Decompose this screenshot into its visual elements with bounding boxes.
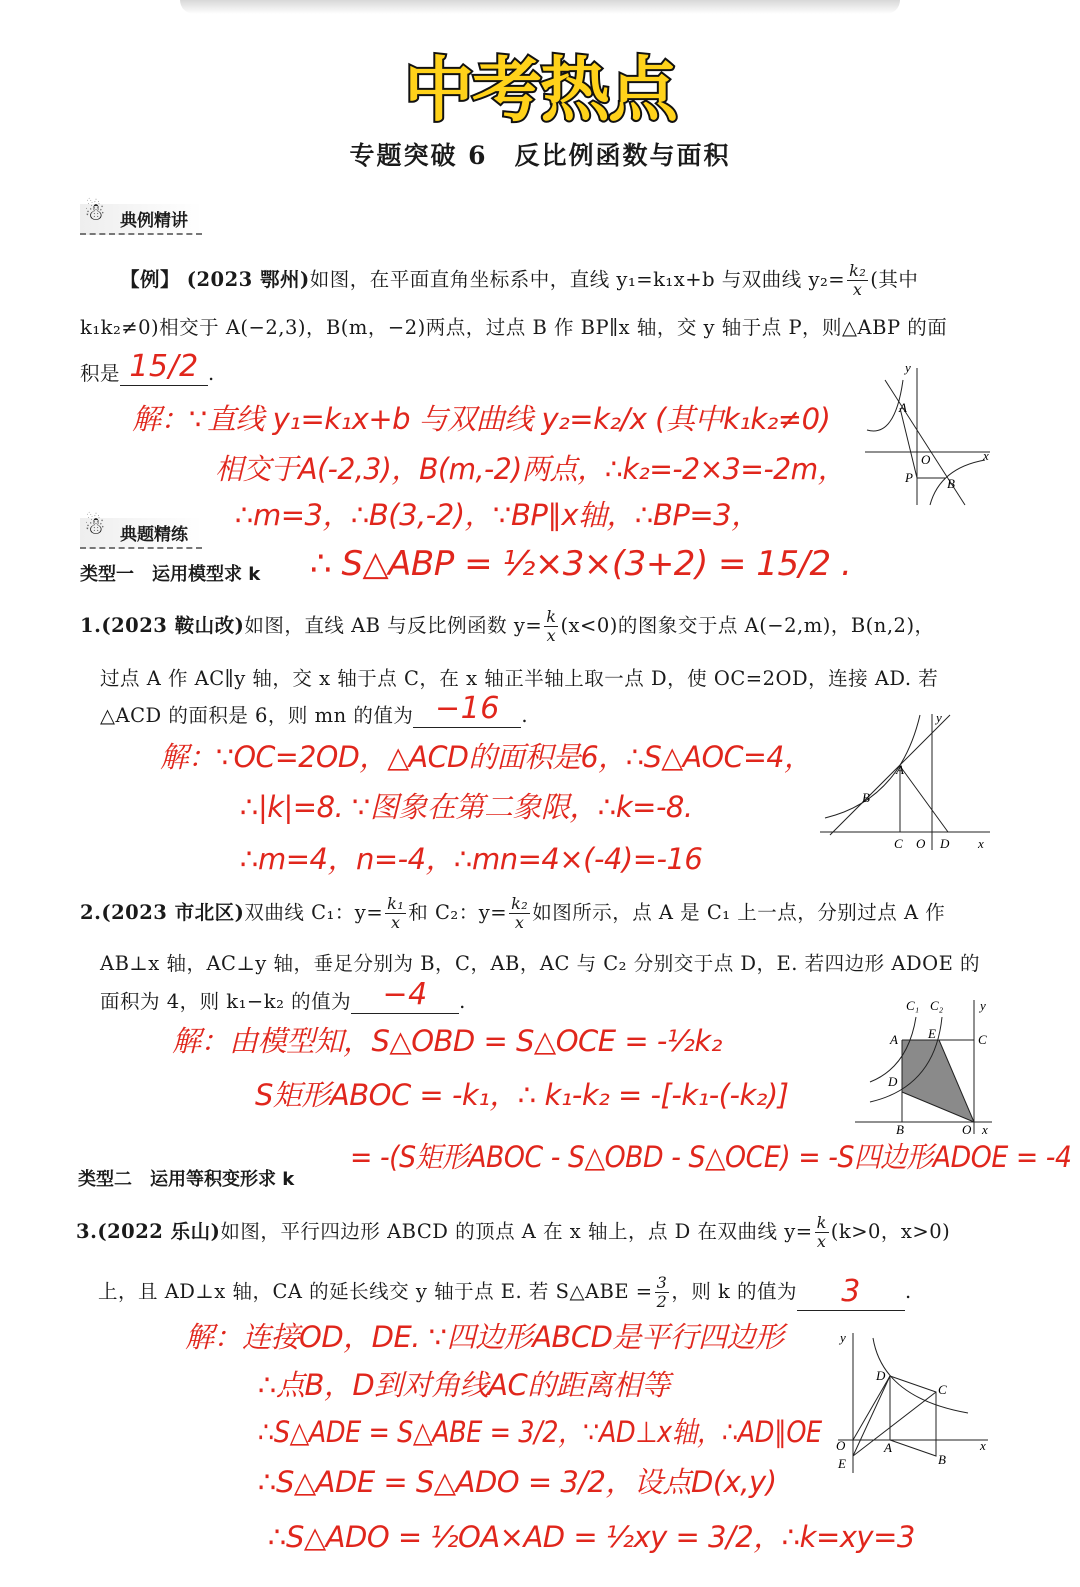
label: D [940,836,950,851]
handwritten-solution-line: 相交于A(-2,3)，B(m,-2)两点，∴k₂=-2×3=-2m， [215,452,846,486]
q1-figure [820,710,995,855]
label: E [928,1026,936,1041]
hyperbola [873,1338,968,1413]
question-number: 3. [76,1220,98,1243]
handwritten-solution-line: ∴m=4，n=-4，∴mn=4×(-4)=-16 [240,842,703,876]
question-source: (2022 乐山) [97,1220,221,1243]
label: P [905,470,913,485]
example-tag: 【例】 [120,268,181,291]
label: A [884,1440,892,1455]
label: D [888,1074,898,1089]
text: 如图，直线 AB 与反比例函数 y= [244,614,543,637]
denominator: x [816,1232,827,1251]
label: A [899,400,907,415]
hyperbola-branch [930,460,985,505]
q2-line-1 [80,895,945,932]
handwritten-solution-line: 解：∵OC=2OD，△ACD的面积是6，∴S△AOC=4， [160,740,812,774]
fraction [815,1214,829,1251]
label: A [896,762,904,777]
handwritten-solution-line: ∴|k|=8. ∵图象在第二象限，∴k=-8. [240,790,693,824]
section-header-example [80,198,202,235]
q3-figure [828,1328,993,1478]
label: O [921,452,931,467]
text: 如图，在平面直角坐标系中，直线 y₁=k₁x+b 与双曲线 y₂= [309,268,846,291]
label: C [978,1032,987,1047]
question-source: (2023 鞍山改) [101,614,245,637]
numerator: k [546,607,557,626]
label: O [916,836,926,851]
fraction [655,1274,670,1311]
text: ，则 k 的值为 [671,1280,798,1303]
example-figure [855,360,995,510]
question-number: 1. [80,614,102,637]
segment-od [853,1376,890,1440]
text: (x<0)的图象交于点 A(−2,m)，B(n,2)， [560,614,935,637]
denominator: x [514,913,525,932]
segment-ad [900,766,948,832]
label: C₂ [930,998,944,1013]
answer-blank [351,977,459,1014]
hyperbola [825,715,920,818]
text: 如图，平行四边形 ABCD 的顶点 A 在 x 轴上，点 D 在双曲线 y= [220,1220,813,1243]
text: . [521,704,529,727]
label: x [982,1122,988,1137]
section-label: 典例精讲 [120,211,188,231]
label: A [890,1032,898,1047]
handwritten-solution-line: ∴S△ADO = ½OA×AD = ½xy = 3/2，∴k=xy=3 [268,1520,915,1554]
label: B [938,1452,946,1467]
fraction [509,895,530,932]
label: B [947,476,955,491]
example-source: (2023 鄂州) [186,268,310,291]
denominator: 2 [656,1292,668,1311]
text: 如图所示，点 A 是 C₁ 上一点，分别过点 A 作 [532,901,946,924]
handwritten-solution-line: S矩形ABOC = -k₁，∴ k₁-k₂ = -[-k₁-(-k₂)] [255,1078,789,1112]
text: 和 C₂：y= [408,901,508,924]
mascot-icon: ☃ [84,198,106,226]
fraction [847,262,868,299]
numerator: k₁ [387,894,405,913]
label: y [905,360,911,375]
text: △ACD 的面积是 6，则 mn 的值为 [100,704,414,727]
handwritten-answer: 3 [841,1274,861,1309]
handwritten-solution-line: ∴点B，D到对角线AC的距离相等 [258,1368,670,1402]
example-line-3 [80,349,215,386]
text: . [208,362,215,385]
q2-figure [850,992,995,1137]
denominator: x [546,626,557,645]
label: C₁ [906,998,920,1013]
label: D [876,1368,886,1383]
handwritten-solution-line: 解：连接OD，DE. ∵四边形ABCD是平行四边形 [185,1320,784,1354]
label: E [838,1456,846,1471]
hyperbola-branch [867,380,903,431]
top-shadow [180,0,900,14]
q2-line-2: AB⊥x 轴，AC⊥y 轴，垂足分别为 B，C，AB，AC 与 C₂ 分别交于点 D，E. 若四边形 ADOE 的 [100,952,980,975]
type-heading-1: 类型一 运用模型求 k [80,564,261,585]
handwritten-solution-line: = -(S矩形ABOC - S△OBD - S△OCE) = -S四边形ADOE = -4 [350,1140,1072,1174]
example-line-1 [120,262,918,299]
page-subtitle: 专题突破 6 反比例函数与面积 [349,141,731,170]
text: . [905,1280,912,1303]
segment-ap [900,408,917,478]
answer-blank [120,349,208,386]
section-header-practice [80,512,202,549]
q1-line-1 [80,608,935,645]
text: (其中 [870,268,919,291]
text: 上，且 AD⊥x 轴，CA 的延长线交 y 轴于点 E. 若 S△ABE = [98,1280,653,1303]
text: . [459,990,466,1013]
handwritten-solution-line: ∴S△ADE = S△ADO = 3/2，设点D(x,y) [258,1465,777,1499]
denominator: x [390,913,401,932]
handwritten-solution-line: ∴S△ADE = S△ABE = 3/2，∵AD⊥x轴，∴AD∥OE [258,1415,822,1449]
label: O [836,1438,846,1453]
label: B [862,790,870,805]
label: C [894,836,903,851]
numerator: k [816,1213,827,1232]
text: 面积为 4，则 k₁−k₂ 的值为 [100,990,352,1013]
text: (k>0，x>0) [830,1220,951,1243]
answer-blank [413,691,521,728]
label: y [980,998,986,1013]
label: y [936,710,942,725]
numerator: k₂ [849,261,867,280]
numerator: k₂ [511,894,529,913]
section-label: 典题精练 [120,525,188,545]
denominator: x [852,280,863,299]
example-line-2: k₁k₂≠0)相交于 A(−2,3)，B(m，−2)两点，过点 B 作 BP∥x 轴，交 y 轴于点 P，则△ABP 的面 [80,316,948,339]
handwritten-answer: 15/2 [129,349,199,384]
label: C [938,1382,947,1397]
q1-line-2: 过点 A 作 AC∥y 轴，交 x 轴于点 C，在 x 轴正半轴上取一点 D，使 OC=2OD，连接 AD. 若 [100,667,939,690]
handwritten-solution-line: 解：∵直线 y₁=k₁x+b 与双曲线 y₂=k₂/x (其中k₁k₂≠0) [132,402,831,436]
q3-line-2 [98,1274,912,1311]
q3-line-1 [76,1214,950,1251]
numerator: 3 [656,1273,668,1292]
handwritten-answer: −16 [434,691,500,726]
label: x [980,1438,986,1453]
question-number: 2. [80,901,102,924]
text: 双曲线 C₁：y= [244,901,384,924]
label: O [962,1122,972,1137]
q2-line-3 [100,977,466,1014]
type-heading-2: 类型二 运用等积变形求 k [78,1169,295,1190]
handwritten-solution-line: ∴ S△ABP = ½×3×(3+2) = 15/2 . [310,544,852,584]
line-ce [853,1392,936,1456]
q1-line-3 [100,691,529,728]
question-source: (2023 市北区) [101,901,245,924]
handwritten-solution-line: ∴m=3，∴B(3,-2)，∵BP∥x轴，∴BP=3， [235,498,760,532]
fraction [385,895,406,932]
page-title: 中考热点 [404,49,676,131]
handwritten-solution-line: 解：由模型知，S△OBD = S△OCE = -½k₂ [172,1024,722,1058]
fraction [544,608,558,645]
answer-blank [797,1274,905,1311]
label: x [978,836,984,851]
label: y [840,1330,846,1345]
mascot-icon: ☃ [84,512,106,540]
label: B [896,1122,904,1137]
label: x [983,448,989,463]
handwritten-answer: −4 [382,977,428,1012]
parallelogram-abcd [890,1376,936,1456]
text: 积是 [80,362,121,385]
